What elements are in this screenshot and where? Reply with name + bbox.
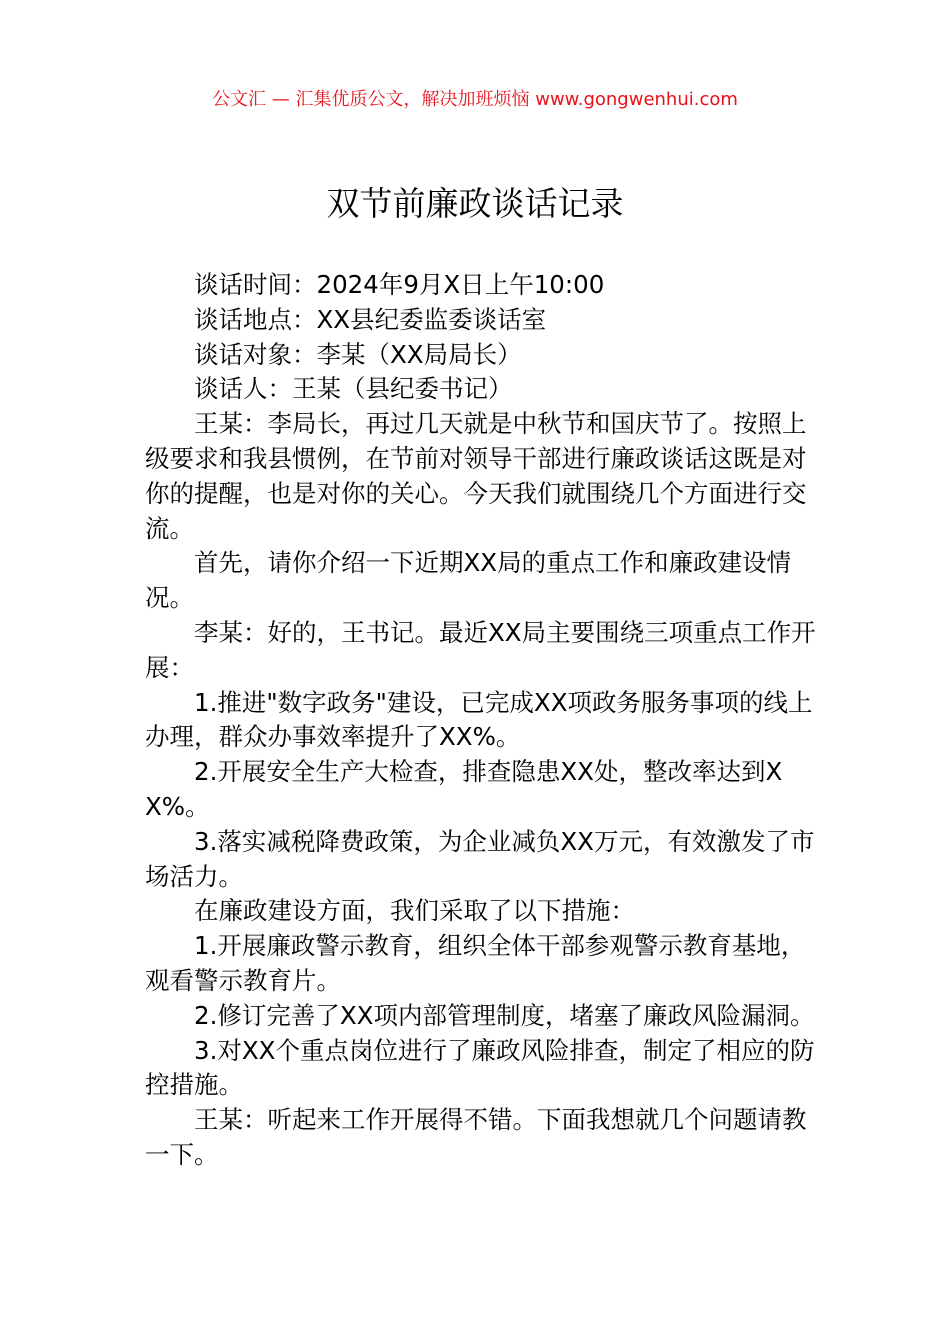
list-item: 2.修订完善了XX项内部管理制度，堵塞了廉政风险漏洞。 [194,1000,815,1030]
document-title: 双节前廉政谈话记录 [326,184,624,223]
meeting-location: 谈话地点：XX县纪委监委谈话室 [194,304,547,334]
meeting-time: 谈话时间：2024年9月X日上午10:00 [194,270,605,299]
paragraph: 首先，请你介绍一下近期XX局的重点工作和廉政建设情况。 [145,548,792,613]
paragraph: 王某：听起来工作开展得不错。下面我想就几个问题请教一下。 [145,1105,807,1169]
paragraph: 李某：好的，王书记。最近XX局主要围绕三项重点工作开展： [145,617,816,682]
list-item: 1.开展廉政警示教育，组织全体干部参观警示教育基地，观看警示教育片。 [145,931,806,995]
list-item: 1.推进"数字政务"建设，已完成XX项政务服务事项的线上办理，群众办事效率提升了XX%。 [145,687,813,752]
paragraph: 王某：李局长，再过几天就是中秋节和国庆节了。按照上级要求和我县惯例，在节前对领导干部进行廉政谈话这既是对你的提醒，也是对你的关心。今天我们就围绕几个方面进行交流。 [145,409,807,543]
interviewer: 谈话人：王某（县纪委书记） [194,374,513,404]
interviewee: 谈话对象：李某（XX局局长） [194,339,522,369]
list-item: 2.开展安全生产大检查，排查隐患XX处，整改率达到XX%。 [145,757,783,821]
paragraph: 在廉政建设方面，我们采取了以下措施： [194,896,635,926]
document-body [145,268,825,1173]
list-item: 3.落实减税降费政策，为企业减负XX万元，有效激发了市场活力。 [145,826,815,891]
list-item: 3.对XX个重点岗位进行了廉政风险排查，制定了相应的防控措施。 [145,1035,815,1100]
site-banner: 公文汇 — 汇集优质公文，解决加班烦恼 www.gongwenhui.com [212,89,738,110]
